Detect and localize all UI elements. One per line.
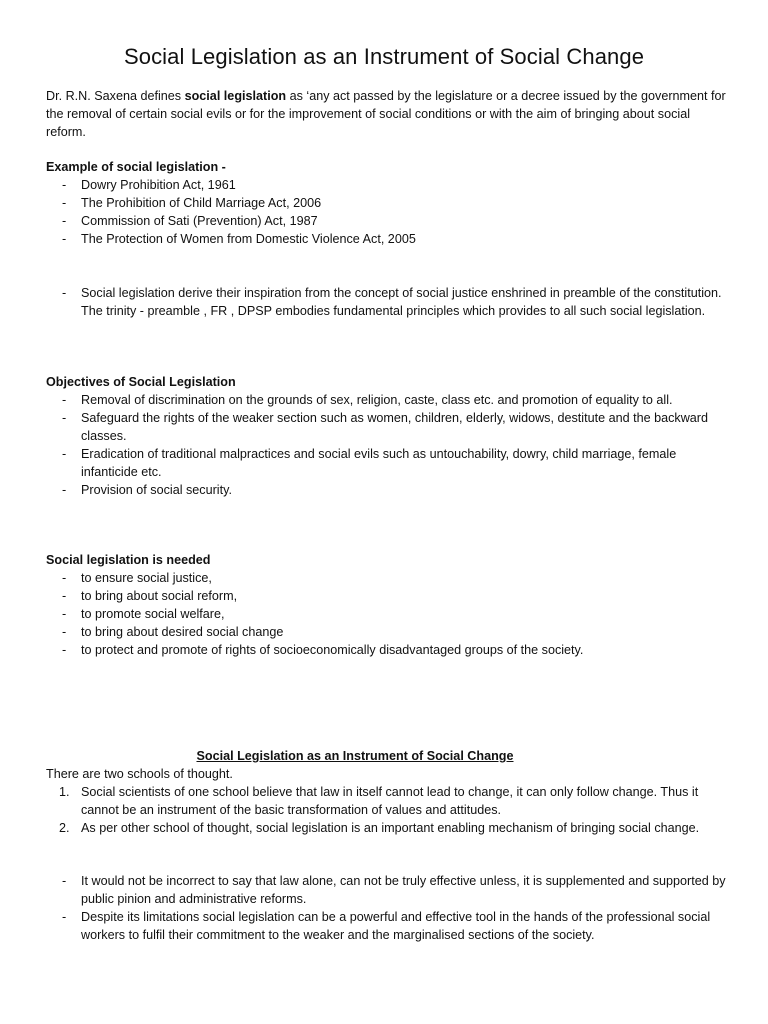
schools-list <box>46 783 726 837</box>
inspiration-section <box>46 284 726 320</box>
examples-list <box>46 176 726 248</box>
list-item <box>46 819 726 837</box>
list-item-text: As per other school of thought, social legislation is an important enabling mechanism of bringing social change. <box>81 821 700 835</box>
list-item: - Eradication of traditional malpractices and social evils such as untouchability, dowry, child marriage, female infanticide etc. <box>46 445 726 481</box>
intro-term: social legislation <box>184 89 287 103</box>
list-item: - to promote social welfare, <box>46 605 726 623</box>
needed-section <box>46 551 726 659</box>
list-marker: 1. <box>59 785 70 799</box>
intro-prefix: Dr. R.N. Saxena defines <box>46 89 185 103</box>
instrument-section <box>46 765 726 837</box>
list-item: - Safeguard the rights of the weaker section such as women, children, elderly, widows, destitute and the backward classes. <box>46 409 726 445</box>
list-item: - It would not be incorrect to say that law alone, can not be truly effective unless, it is supplemented and supported by public pinion and administrative reforms. <box>46 872 726 908</box>
page-title: Social Legislation as an Instrument of Social Change <box>123 44 645 69</box>
list-marker: 2. <box>59 821 70 835</box>
needed-list <box>46 569 726 659</box>
list-item: - Commission of Sati (Prevention) Act, 1987 <box>46 212 726 230</box>
points-list <box>46 872 726 944</box>
list-item: - Despite its limitations social legislation can be a powerful and effective tool in the hands of the professional social workers to fulfil their commitment to the weaker and the marginalised sections of the society. <box>46 908 726 944</box>
list-item: - Provision of social security. <box>46 481 726 499</box>
intro-paragraph <box>46 87 726 141</box>
list-item: - Removal of discrimination on the grounds of sex, religion, caste, class etc. and promotion of equality to all. <box>46 391 726 409</box>
list-item-text: Social scientists of one school believe that law in itself cannot lead to change, it can only follow change. Thus it cannot be an instrument of the basic transformation of values and attitudes. <box>81 785 699 817</box>
objectives-list <box>46 391 726 499</box>
list-item: - to bring about social reform, <box>46 587 726 605</box>
instrument-heading: Social Legislation as an Instrument of Social Change <box>196 749 514 763</box>
list-item: - Dowry Prohibition Act, 1961 <box>46 176 726 194</box>
objectives-heading: Objectives of Social Legislation <box>46 375 236 389</box>
list-item: - The Prohibition of Child Marriage Act, 2006 <box>46 194 726 212</box>
list-item: - to bring about desired social change <box>46 623 726 641</box>
intro-suffix: as ‘any act passed by the legislature or a decree issued by the government for the removal of certain social evils or for the improvement of social conditions or with the aim of bringing about social reform. <box>46 89 726 139</box>
list-item: - to ensure social justice, <box>46 569 726 587</box>
objectives-section <box>46 373 726 499</box>
needed-heading: Social legislation is needed <box>46 553 211 567</box>
list-item: - The Protection of Women from Domestic Violence Act, 2005 <box>46 230 726 248</box>
examples-section <box>46 158 726 248</box>
list-item <box>46 783 726 819</box>
list-item: - Social legislation derive their inspiration from the concept of social justice enshrined in preamble of the constitution. The trinity - preamble , FR , DPSP embodies fundamental principles which provides to all such social legislation. <box>46 284 726 320</box>
inspiration-list <box>46 284 726 320</box>
points-section <box>46 872 726 944</box>
list-item: - to protect and promote of rights of socioeconomically disadvantaged groups of the society. <box>46 641 726 659</box>
examples-heading: Example of social legislation - <box>46 160 226 174</box>
instrument-intro: There are two schools of thought. <box>46 767 233 781</box>
